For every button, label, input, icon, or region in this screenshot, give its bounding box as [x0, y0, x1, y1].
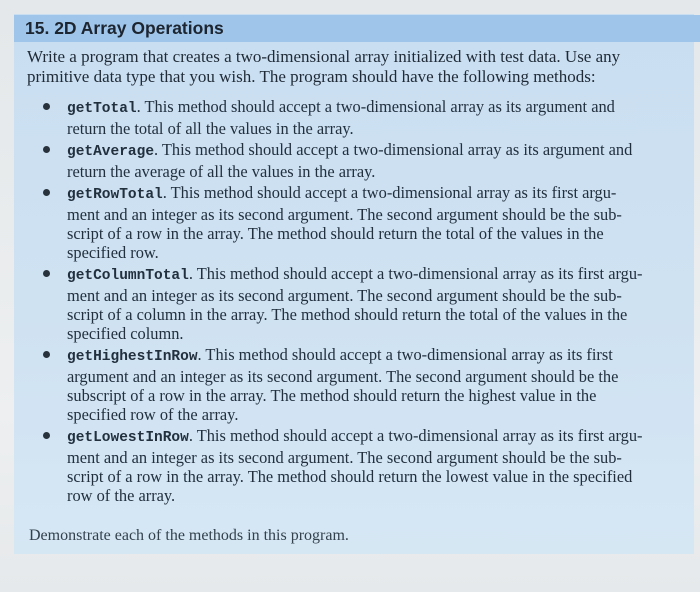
method-line: script of a column in the array. The method should return the total of the values in the	[67, 305, 628, 324]
method-item-get-lowest-in-row	[40, 426, 696, 505]
method-line: argument and an integer as its second argument. The second argument should be the	[67, 367, 619, 386]
method-line: ment and an integer as its second argument. The second argument should be the sub-	[67, 205, 622, 224]
method-item-get-row-total	[40, 183, 696, 262]
method-item-get-column-total	[40, 264, 696, 343]
bullet-icon	[43, 189, 50, 196]
bullet-icon	[43, 432, 50, 439]
method-line	[67, 97, 696, 119]
closing-instruction: Demonstrate each of the methods in this program.	[29, 527, 349, 544]
method-line: return the average of all the values in the array.	[67, 162, 376, 181]
intro-line: Write a program that creates a two-dimensional array initialized with test data. Use any	[27, 47, 621, 66]
method-line	[67, 426, 696, 448]
bullet-icon	[43, 103, 50, 110]
method-description: . This method should accept a two-dimensional array as its argument and	[154, 140, 633, 159]
method-line: specified column.	[67, 324, 184, 343]
method-line	[67, 264, 696, 286]
method-line: ment and an integer as its second argument. The second argument should be the sub-	[67, 448, 622, 467]
method-name: getLowestInRow	[67, 430, 189, 446]
method-name: getAverage	[67, 144, 155, 160]
method-line: script of a row in the array. The method should return the total of the values in the	[67, 224, 604, 243]
bullet-icon	[43, 351, 50, 358]
method-line: script of a row in the array. The method should return the lowest value in the specified	[67, 467, 633, 486]
method-line: specified row.	[67, 243, 159, 262]
method-item-get-highest-in-row	[40, 345, 696, 424]
method-description: . This method should accept a two-dimensional array as its first argu-	[188, 426, 643, 445]
method-line: row of the array.	[67, 486, 176, 505]
method-line	[67, 140, 696, 162]
method-name: getHighestInRow	[67, 349, 198, 365]
method-name: getTotal	[67, 101, 137, 117]
method-description: . This method should accept a two-dimensional array as its argument and	[136, 97, 615, 116]
method-item-get-total	[40, 97, 696, 138]
method-line	[67, 345, 696, 367]
intro-line: primitive data type that you wish. The program should have the following methods:	[27, 66, 596, 86]
bullet-icon	[43, 146, 50, 153]
method-line: ment and an integer as its second argument. The second argument should be the sub-	[67, 286, 622, 305]
method-line: specified row of the array.	[67, 405, 239, 424]
method-line	[67, 183, 696, 205]
method-name: getColumnTotal	[67, 268, 189, 284]
method-line: subscript of a row in the array. The method should return the highest value in the	[67, 386, 597, 405]
method-description: . This method should accept a two-dimensional array as its first argu-	[162, 183, 617, 202]
exercise-title: 15. 2D Array Operations	[14, 15, 700, 42]
method-description: . This method should accept a two-dimensional array as its first	[197, 345, 613, 364]
method-description: . This method should accept a two-dimensional array as its first argu-	[188, 264, 643, 283]
bullet-icon	[43, 270, 50, 277]
intro-paragraph	[27, 47, 695, 86]
method-name: getRowTotal	[67, 187, 163, 203]
methods-list	[40, 97, 696, 507]
method-item-get-average	[40, 140, 696, 181]
method-line: return the total of all the values in the array.	[67, 119, 354, 138]
